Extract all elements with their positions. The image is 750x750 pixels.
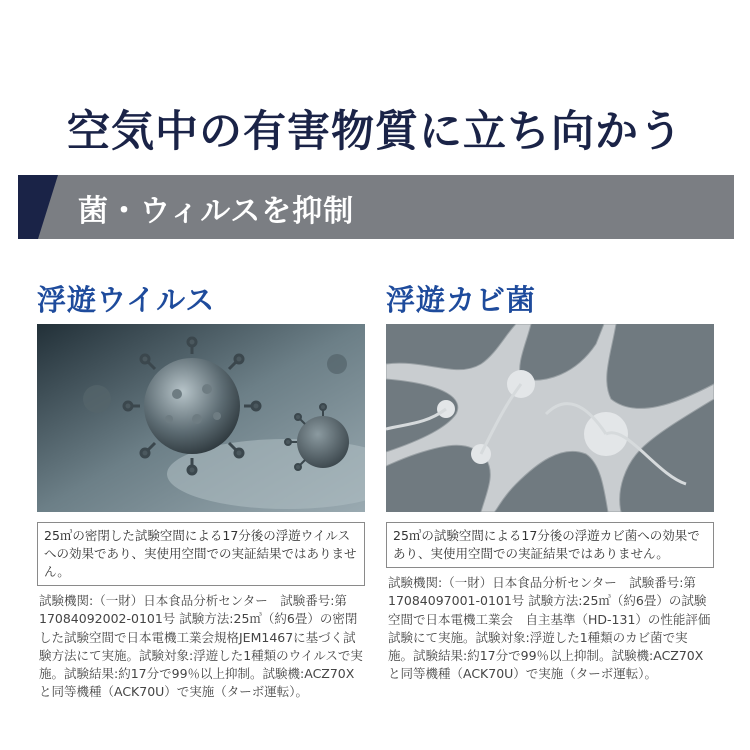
mold-test-details: 試験機関:（一財）日本食品分析センター 試験番号:第17084097001-0101号 試験方法:25㎥（約6畳）の試験空間で日本電機工業会 自主基準（HD-131）の性能評価試験にて実施。試験対象:浮遊した1種類のカビ菌で実施。試験結果:約17分で99％以上抑制。試験機:ACZ70Xと同等機種（ACK70U）で実施（ターボ運転）。 bbox=[388, 575, 711, 682]
mold-note: 25㎥の試験空間による17分後の浮遊カビ菌への効果であり、実使用空間での実証結果ではありません。 bbox=[386, 522, 714, 568]
virus-title: 浮遊ウイルス bbox=[37, 283, 216, 317]
mold-photo bbox=[386, 324, 714, 512]
virus-note: 25㎥の密閉した試験空間による17分後の浮遊ウイルスへの効果であり、実使用空間での実証結果ではありません。 bbox=[37, 522, 365, 586]
virus-test-details: 試験機関:（一財）日本食品分析センター 試験番号:第17084092002-0101号 試験方法:25㎥（約6畳）の密閉した試験空間で日本電機工業会規格JEM1467に基づく試験方法にて実施。試験対象:浮遊した1種類のウイルスで実施。試験結果:約17分で99％以上抑制。試験機:ACZ70Xと同等機種（ACK70U）で実施（ターボ運転）。 bbox=[39, 593, 363, 700]
mold-column bbox=[386, 282, 714, 684]
virus-column bbox=[37, 282, 365, 702]
virus-photo bbox=[37, 324, 365, 512]
banner-accent bbox=[18, 175, 58, 239]
banner-label: 菌・ウィルスを抑制 bbox=[78, 194, 355, 229]
mold-title: 浮遊カビ菌 bbox=[386, 283, 537, 317]
section-banner bbox=[18, 175, 734, 239]
headline: 空気中の有害物質に立ち向かう bbox=[67, 107, 683, 157]
